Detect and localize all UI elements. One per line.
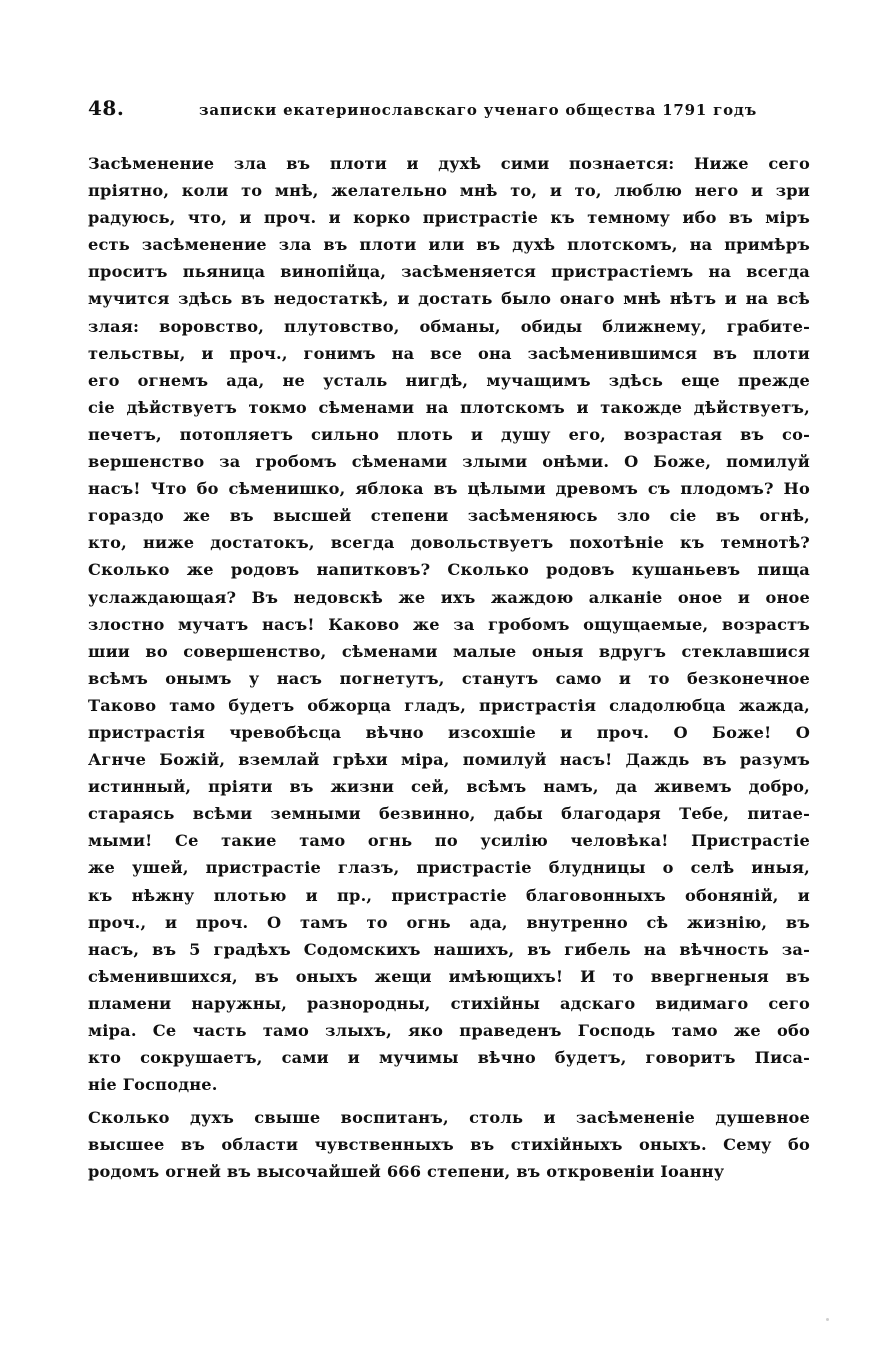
text-line: Сколько же родовъ напитковъ? Сколько родовъ кушаньевъ пища bbox=[88, 560, 810, 580]
text-line: ніе Господне. bbox=[88, 1075, 218, 1095]
text-line: злостно мучатъ насъ! Каково же за гробомъ ощущаемые, возрастъ bbox=[88, 614, 810, 634]
text-line: всѣмъ онымъ у насъ погнетутъ, станутъ само и то безконечное bbox=[88, 668, 810, 688]
text-line: міра. Се часть тамо злыхъ, яко праведенъ Господь тамо же обо bbox=[88, 1021, 810, 1040]
text-line: печетъ, потопляетъ сильно плоть и душу его, возрастая въ со- bbox=[88, 424, 810, 444]
body-text bbox=[88, 150, 810, 1186]
text-line: кто, ниже достатокъ, всегда довольствуетъ похотѣніе къ темнотѣ? bbox=[88, 533, 810, 553]
page-number: 48. bbox=[88, 96, 125, 120]
text-line: проч., и проч. О тамъ то огнь ада, внутренно сѣ жизнію, въ bbox=[88, 912, 810, 932]
text-line: пріятно, коли то мнѣ, желательно мнѣ то, и то, люблю него и зри bbox=[88, 181, 810, 201]
text-line: насъ, въ 5 градѣхъ Содомскихъ нашихъ, въ гибель на вѣчность за- bbox=[88, 939, 810, 959]
paragraph bbox=[88, 1104, 810, 1185]
text-line: услаждающая? Въ недовскѣ же ихъ жаждою алканіе оное и оное bbox=[88, 587, 810, 607]
text-line: радуюсь, что, и проч. и корко пристрастіе къ темному ибо въ міръ bbox=[88, 208, 810, 228]
paper-speck bbox=[826, 1318, 829, 1321]
text-line: злая: воровство, плутовство, обманы, обиды ближнему, грабите- bbox=[88, 316, 810, 336]
text-line: гораздо же въ высшей степени засѣменяюсь зло сіе въ огнѣ, bbox=[88, 506, 810, 526]
text-line: пристрастія чревобѣсца вѣчно изсохшіе и проч. О Боже! О bbox=[88, 722, 810, 742]
text-line: къ нѣжну плотью и пр., пристрастіе благовонныхъ обоняній, и bbox=[88, 885, 810, 905]
running-head bbox=[88, 96, 808, 120]
running-head-title: записки екатеринославскаго ученаго общества 1791 годъ bbox=[198, 101, 758, 119]
text-line: насъ! Что бо сѣменишко, яблока въ цѣлыми древомъ съ плодомъ? Но bbox=[88, 479, 810, 499]
text-line: кто сокрушаетъ, сами и мучимы вѣчно будетъ, говоритъ Писа- bbox=[88, 1048, 810, 1068]
text-line: Сколько духъ свыше воспитанъ, столь и засѣмененіе душевное bbox=[88, 1108, 810, 1128]
text-line: Засѣменение зла въ плоти и духѣ сими познается: Ниже сего bbox=[88, 154, 810, 173]
text-line: пламени наружны, разнородны, стихійны адскаго видимаго сего bbox=[88, 993, 810, 1013]
text-line: же ушей, пристрастіе глазъ, пристрастіе блудницы о селѣ иныя, bbox=[88, 858, 810, 878]
text-line: сіе дѣйствуетъ токмо сѣменами на плотскомъ и такожде дѣйствуетъ, bbox=[88, 397, 810, 417]
text-line: родомъ огней въ высочайшей 666 степени, въ откровеніи Іоанну bbox=[88, 1162, 725, 1182]
text-line: мучится здѣсь въ недостаткѣ, и достать было онаго мнѣ нѣтъ и на всѣ bbox=[88, 289, 810, 309]
text-line: Таково тамо будетъ обжорца гладъ, пристрастія сладолюбца жажда, bbox=[88, 695, 810, 715]
text-line: мыми! Се такие тамо огнь по усилію человѣка! Пристрастіе bbox=[88, 831, 810, 851]
paragraph bbox=[88, 150, 810, 1098]
text-line: сѣменившихся, въ оныхъ жещи имѣющихъ! И то ввергненыя въ bbox=[88, 966, 810, 986]
text-line: есть засѣменение зла въ плоти или въ духѣ плотскомъ, на примѣръ bbox=[88, 235, 810, 255]
text-line: шии во совершенство, сѣменами малые оныя вдругъ стеклавшися bbox=[88, 641, 810, 661]
text-line: высшее въ области чувственныхъ въ стихійныхъ оныхъ. Сему бо bbox=[88, 1135, 810, 1155]
text-line: его огнемъ ада, не усталь нигдѣ, мучащимъ здѣсь еще прежде bbox=[88, 370, 810, 390]
text-line: вершенство за гробомъ сѣменами злыми онѣми. О Боже, помилуй bbox=[88, 452, 810, 472]
text-line: стараясь всѣми земными безвинно, дабы благодаря Тебе, питае- bbox=[88, 804, 810, 824]
text-line: тельствы, и проч., гонимъ на все она засѣменившимся въ плоти bbox=[88, 343, 810, 363]
text-line: Агнче Божій, вземлай грѣхи міра, помилуй насъ! Даждь въ разумъ bbox=[88, 750, 810, 770]
text-line: истинный, пріяти въ жизни сей, всѣмъ намъ, да живемъ добро, bbox=[88, 777, 810, 797]
text-line: проситъ пьяница винопійца, засѣменяется пристрастіемъ на всегда bbox=[88, 262, 810, 282]
